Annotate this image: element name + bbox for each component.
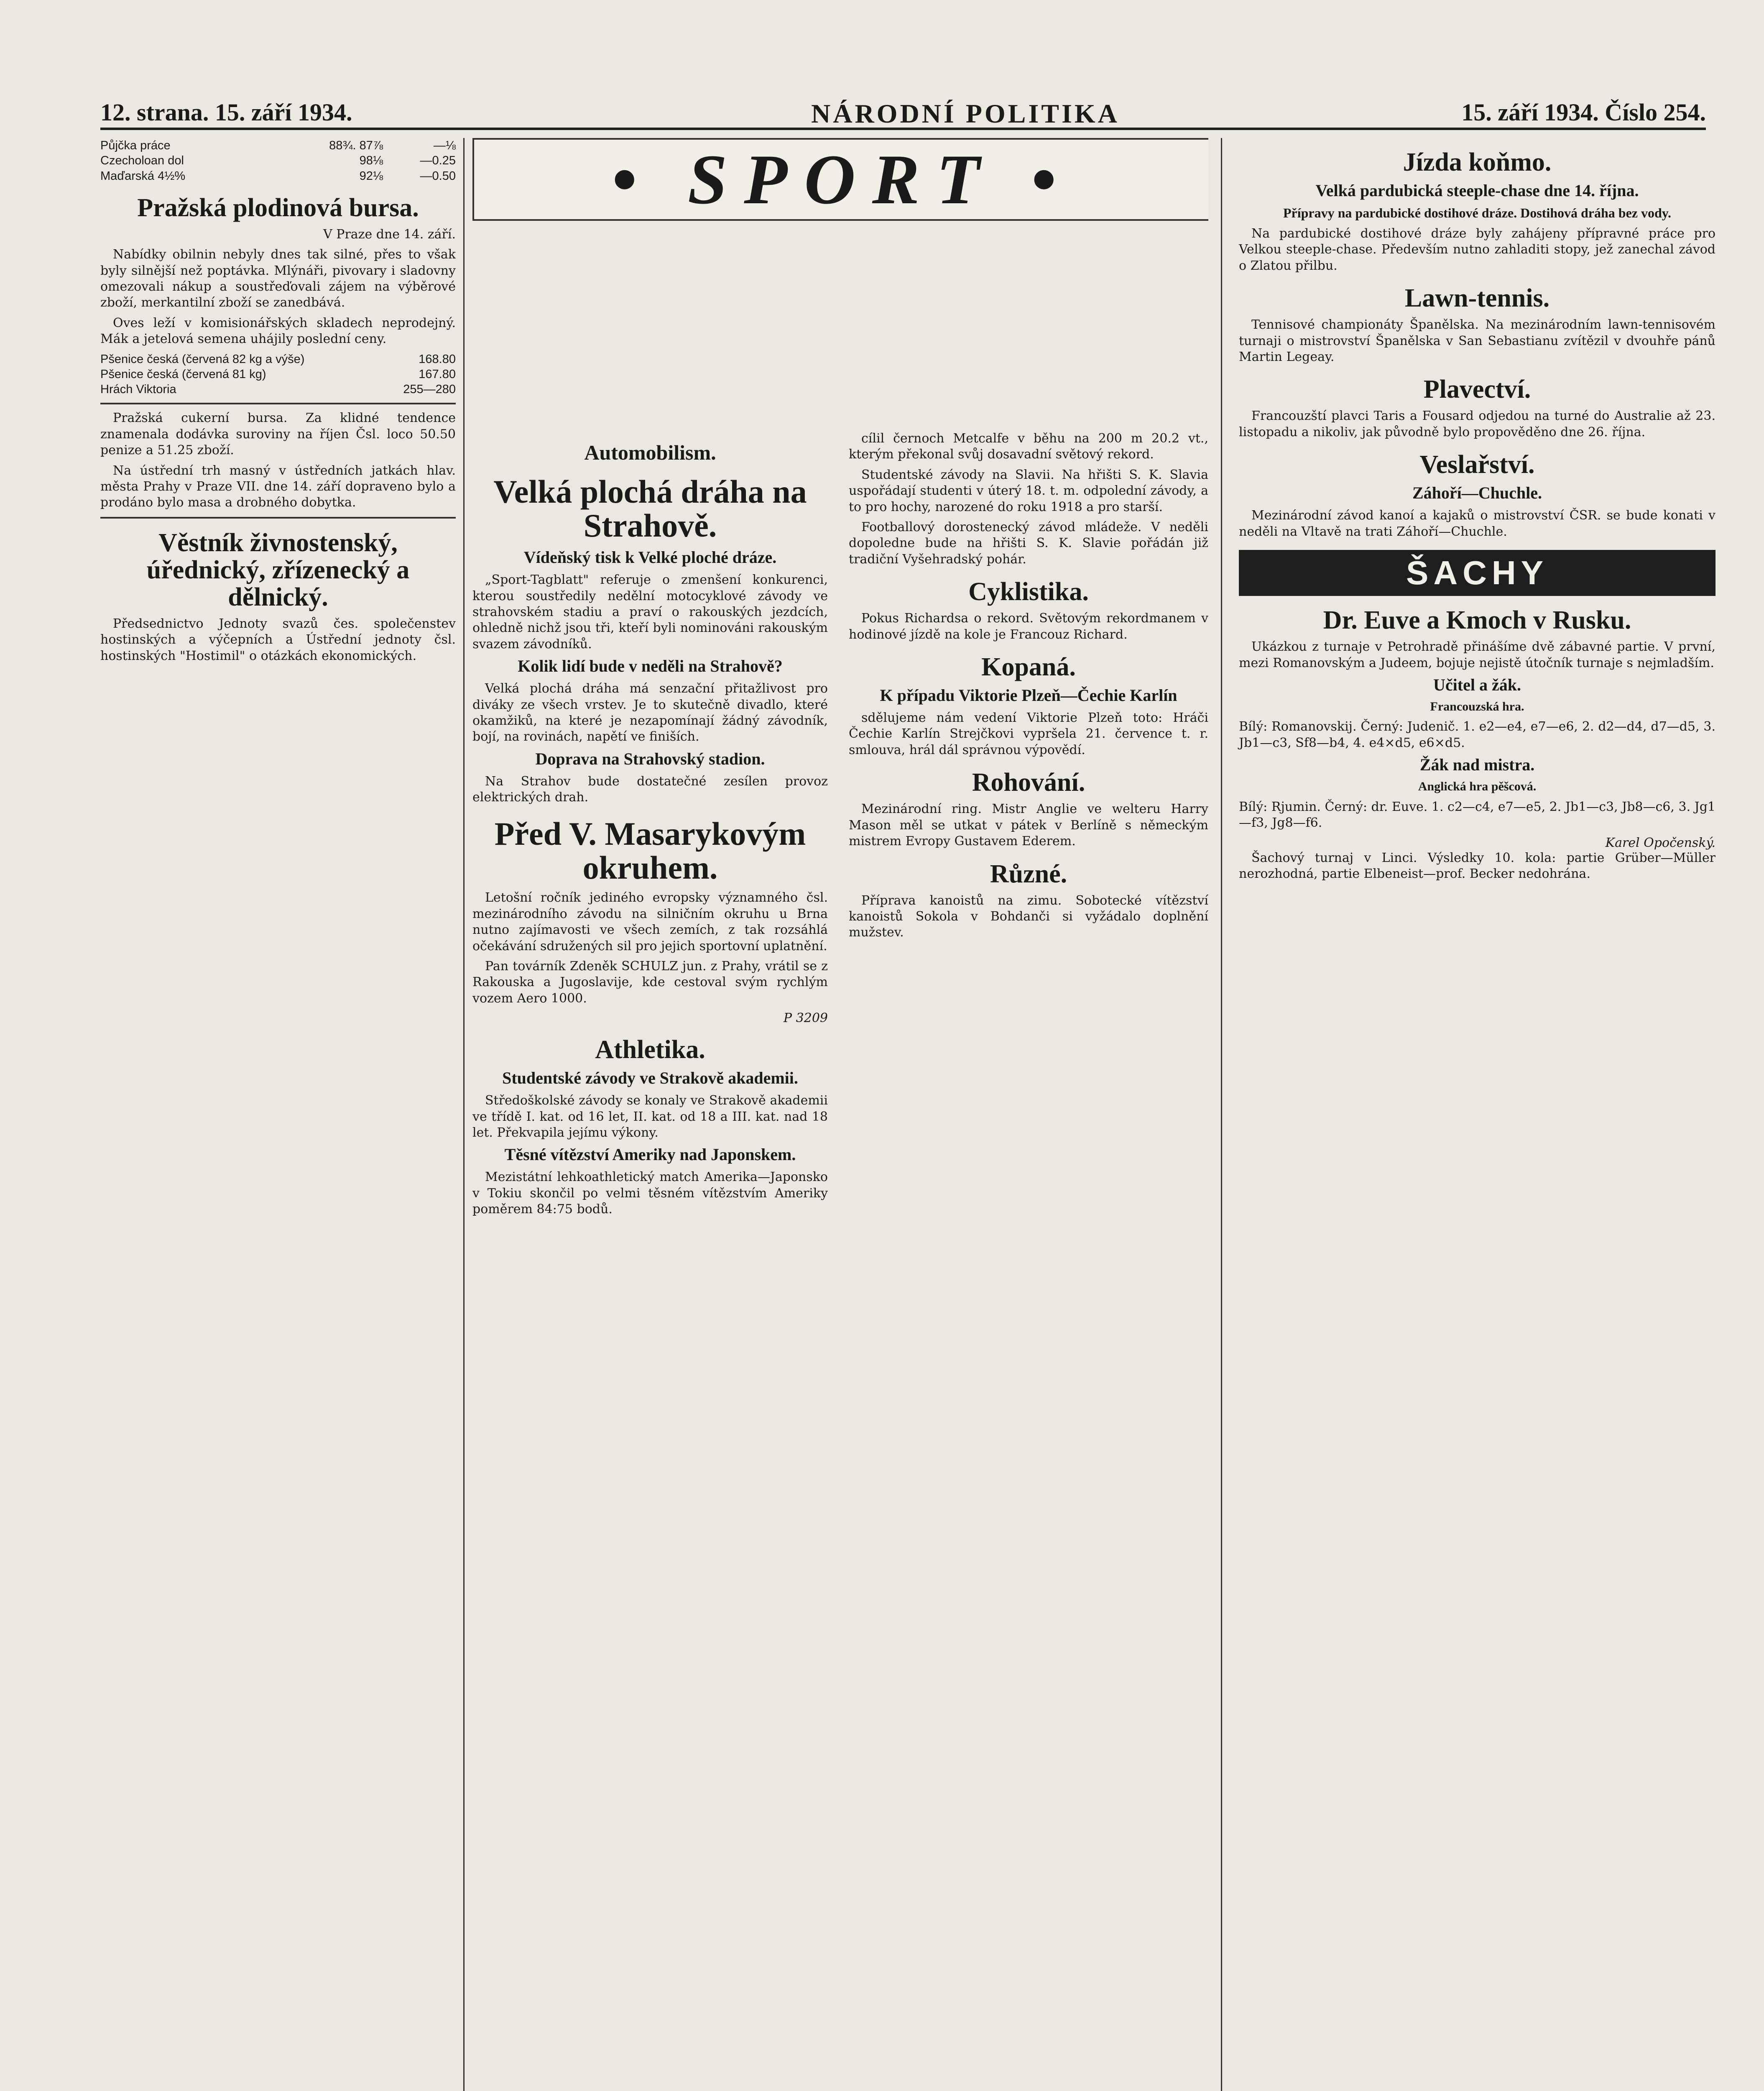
doprava-paragraph: Na Strahov bude dostatečné zesílen provoz elektrických drah. [472, 774, 828, 805]
swimming-headline: Plavectví. [1423, 375, 1531, 404]
divider [100, 403, 456, 404]
column-economy [100, 138, 456, 2091]
masaryk-headline: Před V. Masarykovým okruhem. [494, 815, 806, 886]
vestnik-headline: Věstník živnostenský, úřednický, zřízenecký a dělnický. [146, 528, 410, 611]
boxing-paragraph: Mezinárodní ring. Mistr Anglie ve welteru Harry Mason měl se utkat v pátek v Berlíně s německým mistrem Evropy Gustavem Ederem. [849, 802, 1208, 849]
column-sport [472, 138, 1208, 2091]
sport-subcolumn-left [472, 431, 828, 1222]
table-row: Půjčka práce 88¾. 87⅞ —⅛ [100, 139, 456, 152]
auto-paragraph: „Sport-Tagblatt" referuje o zmenšení konkurenci, kterou soustředily nedělní motocyklové závody ve strahovském stadiu a praví o rakouských jezdcích, ohledně nichž jsou tři, kteří byli nominováni rakouským svazem závodníků. [472, 573, 828, 652]
divider [100, 517, 456, 519]
slavia-paragraph: Studentské závody na Slavii. Na hřišti S. K. Slavia uspořádají studenti v úterý 18. t. m. odpolední závody, a to pro hochy, narozené do roku 1918 a pro starší. [849, 467, 1208, 514]
football-paragraph: Footballový dorostenecký závod mládeže. V neděli dopoledne bude na hřišti S. K. Slavie pořádán již tradiční Vyšehradský pohár. [849, 519, 1208, 567]
athletics-cont-paragraph: cílil černoch Metcalfe v běhu na 200 m 20.2 vt., kterým překonal svůj dosavadní světový rekord. [849, 431, 1208, 462]
header-right: 15. září 1934. Číslo 254. [1461, 99, 1706, 126]
linz-paragraph: Šachový turnaj v Linci. Výsledky 10. kola: partie Grüber—Müller nerozhodná, partie Elbeneist—prof. Becker nedohrána. [1239, 850, 1715, 881]
header-left: 12. strana. 15. září 1934. [100, 99, 352, 126]
sport-subcolumn-right [849, 431, 1208, 945]
riding-headline: Jízda koňmo. [1403, 148, 1552, 176]
bourse-dateline: V Praze dne 14. září. [323, 227, 456, 242]
football-case-paragraph: sdělujeme nám vedení Viktorie Plzeň toto: Hráči Čechie Karlín Strejčkovi vypršela 21. července t. r. smlouva, hrál dál správnou výpovědí. [849, 711, 1208, 757]
game2-moves: Bílý: Rjumin. Černý: dr. Euve. 1. c2—c4, e7—e5, 2. Jb1—c3, Jb8—c6, 3. Jg1—f3, Jg8—f6. [1239, 799, 1715, 831]
masthead: NÁRODNÍ POLITIKA [811, 99, 1120, 128]
chess-banner-title: ŠACHY [1406, 554, 1549, 592]
game2-opening: Anglická hra pěšcová. [1418, 780, 1537, 794]
sport-banner [472, 138, 1208, 221]
column-right [1221, 138, 1715, 2091]
tesne-paragraph: Mezistátní lehkoathletický match Amerika—Japonsko v Tokiu skončil po velmi těsném vítězstvím Ameriky poměrem 84:75 bodů. [472, 1170, 828, 1217]
meat-paragraph: Na ústřední trh masný v ústředních jatkách hlav. města Prahy v Praze VII. dne 14. září dopraveno bylo a prodáno bylo masa a drobného dobytka. [100, 463, 456, 510]
football-headline: Kopaná. [981, 653, 1076, 681]
schulz-paragraph: Pan továrník Zdeněk SCHULZ jun. z Prahy, vrátil se z Rakouska a Jugoslavije, kde cestoval svým rychlým vozem Aero 1000. [472, 959, 828, 1006]
table-row: Hrách Viktoria 255—280 [100, 383, 456, 396]
misc-paragraph: Příprava kanoistů na zimu. Sobotecké vítězství kanoistů Sokola v Bohdanči si vyžádalo doplnění mužstev. [849, 893, 1208, 940]
riding-subheadline: Velká pardubická steeple-chase dne 14. října. [1315, 181, 1639, 200]
game1-title: Učitel a žák. [1433, 675, 1521, 694]
vestnik-paragraph: Předsednictvo Jednoty svazů čes. společenstev hostinských a výčepních a Ústřední jednoty čsl. hostinských "Hostimil" o otázkách ekonomických. [100, 616, 456, 663]
athletics-paragraph: Středoškolské závody se konaly ve Strakově akademii ve třídě I. kat. od 16 let, II. kat. od 18 a III. kat. nad 18 let. Překvapila jejímu výkony. [472, 1093, 828, 1140]
kolik-subheadline: Kolik lidí bude v neděli na Strahově? [518, 657, 783, 676]
chess-headline: Dr. Euve a Kmoch v Rusku. [1323, 606, 1631, 635]
column-divider [463, 138, 465, 2091]
table-row: Pšenice česká (červená 82 kg a výše) 168.80 [100, 352, 456, 366]
rowing-paragraph: Mezinárodní závod kanoí a kajaků o mistrovství ČSR. se bude konati v neděli na Vltavě na trati Záhoří—Chuchle. [1239, 508, 1715, 539]
bourse-paragraph: Oves leží v komisionářských skladech neprodejný. Mák a jetelová semena uhájily poslední ceny. [100, 315, 456, 347]
rowing-subheadline: Záhoří—Chuchle. [1412, 483, 1542, 503]
riding-subheadline-2: Přípravy na pardubické dostihové dráze. Dostihová dráha bez vody. [1283, 205, 1672, 221]
table-row: Czecholoan dol 98⅛ —0.25 [100, 154, 456, 168]
masaryk-paragraph: Letošní ročník jediného evropsky významného čsl. mezinárodního závodu na silničním okruhu u Brna nutno zajímavosti ve všech zemích, z tak rozsáhlá očekávání sdružených sil pro jejich sportovní uplatnění. [472, 890, 828, 953]
table-row: Maďarská 4½% 92⅛ —0.50 [100, 169, 456, 183]
tesne-headline: Těsné vítězství Ameriky nad Japonskem. [504, 1145, 796, 1164]
athletics-headline: Athletika. [595, 1035, 705, 1064]
kolik-paragraph: Velká plochá dráha má senzační přitažlivost pro diváky ze všech vrstev. Je to skutečně divadlo, které okamžiků, na které je nezapomínají žádný závodník, bojí, na rovinách, napětí ve finiších. [472, 681, 828, 744]
athletics-subheadline: Studentské závody ve Strakově akademii. [502, 1069, 798, 1088]
page-header [100, 98, 1706, 130]
rowing-headline: Veslařství. [1419, 450, 1535, 479]
tennis-paragraph: Tennisové championáty Španělska. Na mezinárodním lawn-tennisovém turnaji o mistrovství Španělska v San Sebastianu zvítězil v dvouhře pánů Martin Legeay. [1239, 317, 1715, 364]
cycling-headline: Cyklistika. [968, 578, 1089, 606]
bourse-headline: Pražská plodinová bursa. [137, 193, 419, 222]
boxing-headline: Rohování. [972, 768, 1085, 797]
loans-table [100, 138, 456, 184]
swimming-paragraph: Francouzští plavci Taris a Fousard odjedou na turné do Australie až 23. listopadu a nikoliv, jak původně bylo propověděno dne 26. října. [1239, 409, 1715, 440]
game1-opening: Francouzská hra. [1430, 699, 1524, 713]
cycling-paragraph: Pokus Richardsa o rekord. Světovým rekordmanem v hodinové jízdě na kole je Francouz Richard. [849, 611, 1208, 642]
game1-moves: Bílý: Romanovskij. Černý: Judenič. 1. e2—e4, e7—e6, 2. d2—d4, d7—d5, 3. Jb1—c3, Sf8—b4, 4. e4×d5, e6×d5. [1239, 719, 1715, 750]
tennis-headline: Lawn-tennis. [1404, 284, 1550, 313]
schulz-ref: P 3209 [783, 1011, 828, 1026]
game2-title: Žák nad mistra. [1419, 755, 1535, 775]
doprava-subheadline: Doprava na Strahovský stadion. [535, 749, 765, 768]
table-row: Pšenice česká (červená 81 kg) 167.80 [100, 367, 456, 381]
auto-subheadline: Vídeňský tisk k Velké ploché dráze. [523, 548, 777, 567]
chess-banner [1239, 550, 1715, 596]
riding-paragraph: Na pardubické dostihové dráze byly zahájeny přípravné práce pro Velkou steeple-chase. Především nutno zahladiti stopy, jež zanechal závod o Zlatou přilbu. [1239, 226, 1715, 273]
chess-author: Karel Opočenský. [1605, 835, 1715, 850]
section-label: Automobilism. [584, 441, 716, 464]
sugar-paragraph: Pražská cukerní bursa. Za klidné tendence znamenala dodávka suroviny na říjen Čsl. loco 50.50 penize a 51.25 zboží. [100, 411, 456, 458]
football-subheadline: K případu Viktorie Plzeň—Čechie Karlín [880, 686, 1177, 705]
sport-banner-title: • SPORT • [611, 140, 1073, 219]
chess-paragraph: Ukázkou z turnaje v Petrohradě přinášíme dvě zábavné partie. V první, mezi Romanovským a Judeem, bojuje nejistě útočník turnaje s nejmladším. [1239, 639, 1715, 670]
price-table [100, 352, 456, 397]
bourse-paragraph: Nabídky obilnin nebyly dnes tak silné, přes to však byly silnější než poptávka. Mlýnáři, pivovary i sladovny omezovali nákup a soustřeďovali zájem na výběrové zboží, merkantilní zboží se zanedbává. [100, 247, 456, 310]
auto-headline: Velká plochá dráha na Strahově. [493, 473, 807, 544]
misc-headline: Různé. [990, 859, 1067, 888]
